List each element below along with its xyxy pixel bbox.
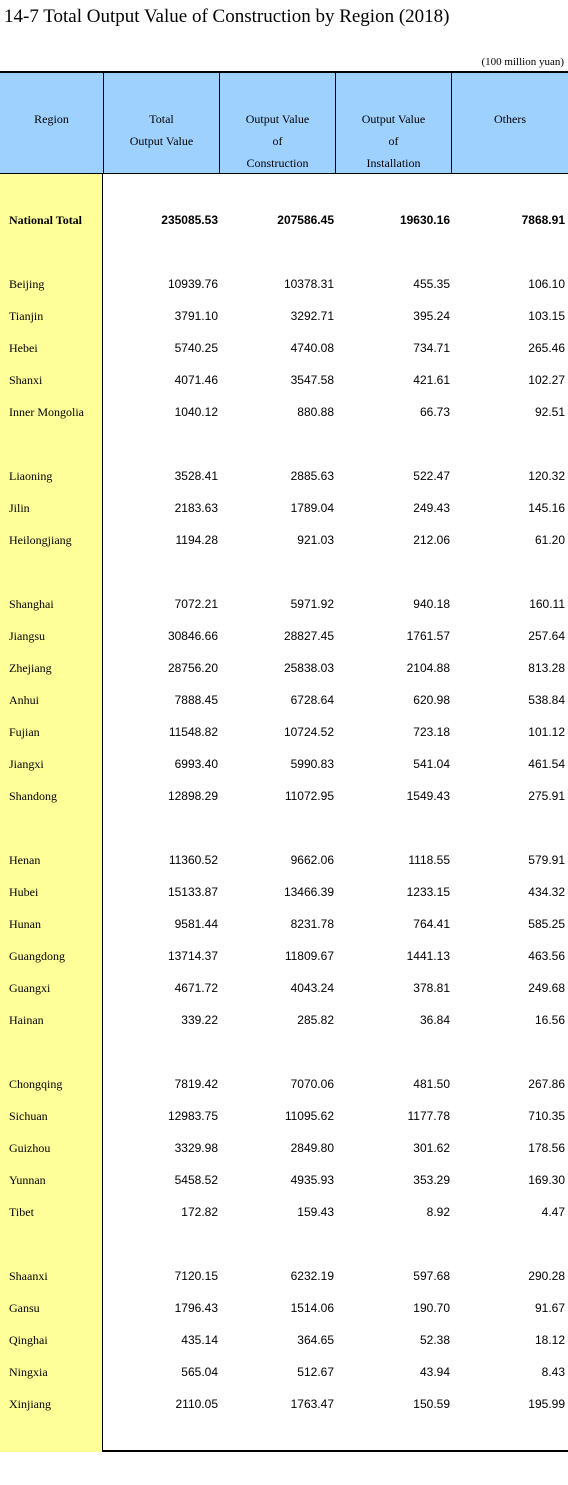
total-cell: 3329.98 — [174, 1141, 218, 1155]
region-cell: Fujian — [9, 725, 40, 739]
construction-cell: 2849.80 — [290, 1141, 334, 1155]
construction-cell: 4043.24 — [290, 981, 334, 995]
table-row — [0, 595, 568, 615]
others-cell: 169.30 — [528, 1173, 565, 1187]
region-cell: Hubei — [9, 885, 39, 899]
region-cell: Shanghai — [9, 597, 54, 611]
others-cell: 434.32 — [528, 885, 565, 899]
region-cell: Shaanxi — [9, 1269, 48, 1283]
installation-cell: 764.41 — [413, 917, 450, 931]
installation-cell: 66.73 — [419, 405, 450, 419]
table-row — [0, 1363, 568, 1383]
construction-cell: 10724.52 — [283, 725, 334, 739]
table-row — [0, 851, 568, 871]
others-cell: 160.11 — [529, 597, 565, 611]
installation-cell: 8.92 — [426, 1205, 450, 1219]
construction-cell: 4935.93 — [290, 1173, 334, 1187]
region-cell: Anhui — [9, 693, 39, 707]
total-cell: 7819.42 — [174, 1077, 218, 1091]
table-row — [0, 627, 568, 647]
total-cell: 11548.82 — [168, 725, 218, 739]
region-cell: Ningxia — [9, 1365, 48, 1379]
table-row — [0, 787, 568, 807]
total-cell: 4671.72 — [174, 981, 218, 995]
others-cell: 585.25 — [528, 917, 565, 931]
construction-cell: 880.88 — [297, 405, 334, 419]
region-cell: Inner Mongolia — [9, 405, 84, 419]
unit-note: (100 million yuan) — [481, 56, 564, 68]
construction-cell: 159.43 — [297, 1205, 334, 1219]
region-cell: Liaoning — [9, 469, 53, 483]
total-cell: 5740.25 — [174, 341, 218, 355]
construction-cell: 9662.06 — [290, 853, 334, 867]
others-cell: 579.91 — [528, 853, 565, 867]
installation-cell: 353.29 — [413, 1173, 450, 1187]
construction-cell: 7070.06 — [290, 1077, 334, 1091]
installation-cell: 150.59 — [413, 1397, 450, 1411]
construction-cell: 5971.92 — [290, 597, 334, 611]
installation-cell: 301.62 — [413, 1141, 450, 1155]
construction-cell: 5990.83 — [290, 757, 334, 771]
installation-cell: 481.50 — [413, 1077, 450, 1091]
installation-cell: 455.35 — [413, 277, 450, 291]
others-cell: 91.67 — [534, 1301, 565, 1315]
others-cell: 290.28 — [528, 1269, 565, 1283]
table-row — [0, 531, 568, 551]
data-table — [0, 71, 568, 1452]
region-cell: Henan — [9, 853, 41, 867]
others-cell: 813.28 — [528, 661, 565, 675]
installation-cell: 734.71 — [413, 341, 450, 355]
header-region — [0, 73, 103, 173]
table-row — [0, 371, 568, 391]
region-cell: Shanxi — [9, 373, 43, 387]
total-cell: 12983.75 — [167, 1109, 218, 1123]
table-row — [0, 1011, 568, 1031]
others-cell: 195.99 — [528, 1397, 565, 1411]
others-cell: 463.56 — [528, 949, 565, 963]
installation-cell: 190.70 — [413, 1301, 450, 1315]
total-cell: 3528.41 — [174, 469, 218, 483]
total-cell: 3791.10 — [174, 309, 218, 323]
installation-cell: 378.81 — [413, 981, 450, 995]
table-row — [0, 275, 568, 295]
others-cell: 265.46 — [528, 341, 565, 355]
others-cell: 710.35 — [528, 1109, 565, 1123]
total-cell: 1796.43 — [174, 1301, 218, 1315]
installation-cell: 620.98 — [413, 693, 450, 707]
others-cell: 267.86 — [528, 1077, 565, 1091]
region-cell: Xinjiang — [9, 1397, 51, 1411]
header-construction-line3: Construction — [246, 156, 309, 170]
region-cell: Hebei — [9, 341, 38, 355]
region-cell: Jiangsu — [9, 629, 45, 643]
table-row — [0, 755, 568, 775]
total-cell: 5458.52 — [174, 1173, 218, 1187]
construction-cell: 25838.03 — [283, 661, 334, 675]
header-others-label: Others — [494, 112, 526, 126]
table-row — [0, 915, 568, 935]
others-cell: 178.56 — [528, 1141, 565, 1155]
construction-cell: 3292.71 — [290, 309, 334, 323]
construction-cell: 10378.31 — [283, 277, 334, 291]
total-cell: 10939.76 — [167, 277, 218, 291]
total-cell: 235085.53 — [161, 213, 218, 227]
header-installation — [335, 73, 451, 173]
region-cell: Gansu — [9, 1301, 40, 1315]
installation-cell: 1118.55 — [408, 853, 450, 867]
installation-cell: 522.47 — [413, 469, 450, 483]
total-cell: 28756.20 — [167, 661, 218, 675]
construction-cell: 11809.67 — [284, 949, 334, 963]
installation-cell: 249.43 — [413, 501, 450, 515]
table-row — [0, 1331, 568, 1351]
region-cell: Hunan — [9, 917, 41, 931]
table-row — [0, 1203, 568, 1223]
table-row — [0, 1075, 568, 1095]
others-cell: 145.16 — [528, 501, 565, 515]
others-cell: 120.32 — [528, 469, 565, 483]
installation-cell: 2104.88 — [406, 661, 450, 675]
installation-cell: 597.68 — [413, 1269, 450, 1283]
others-cell: 103.15 — [528, 309, 565, 323]
total-cell: 12898.29 — [167, 789, 218, 803]
total-cell: 2110.05 — [175, 1397, 218, 1411]
table-row — [0, 659, 568, 679]
total-cell: 565.04 — [181, 1365, 218, 1379]
header-construction — [219, 73, 335, 173]
table-row — [0, 1139, 568, 1159]
construction-cell: 8231.78 — [290, 917, 334, 931]
others-cell: 18.12 — [534, 1333, 565, 1347]
installation-cell: 723.18 — [413, 725, 450, 739]
region-cell: Zhejiang — [9, 661, 52, 675]
region-cell: Yunnan — [9, 1173, 46, 1187]
total-cell: 6993.40 — [174, 757, 218, 771]
construction-cell: 28827.45 — [283, 629, 334, 643]
table-row — [0, 1107, 568, 1127]
others-cell: 7868.91 — [521, 213, 565, 227]
others-cell: 249.68 — [528, 981, 565, 995]
header-construction-line2: of — [272, 134, 283, 148]
total-cell: 172.82 — [181, 1205, 218, 1219]
total-cell: 13714.37 — [167, 949, 218, 963]
installation-cell: 940.18 — [413, 597, 450, 611]
installation-cell: 421.61 — [413, 373, 450, 387]
region-cell: National Total — [9, 213, 83, 227]
construction-cell: 364.65 — [297, 1333, 334, 1347]
header-others — [451, 73, 568, 173]
others-cell: 106.10 — [528, 277, 565, 291]
installation-cell: 1233.15 — [406, 885, 450, 899]
construction-cell: 207586.45 — [277, 213, 334, 227]
construction-cell: 6232.19 — [290, 1269, 334, 1283]
header-total-line1: Total — [149, 112, 174, 126]
total-cell: 11360.52 — [168, 853, 218, 867]
region-cell: Qinghai — [9, 1333, 48, 1347]
region-cell: Chongqing — [9, 1077, 63, 1091]
construction-cell: 2885.63 — [290, 469, 334, 483]
total-cell: 15133.87 — [167, 885, 218, 899]
installation-cell: 212.06 — [413, 533, 450, 547]
table-header — [0, 73, 568, 174]
construction-cell: 1789.04 — [290, 501, 334, 515]
table-row — [0, 1299, 568, 1319]
table-row — [0, 691, 568, 711]
installation-cell: 52.38 — [419, 1333, 450, 1347]
table-row — [0, 979, 568, 999]
table-row — [0, 883, 568, 903]
region-cell: Hainan — [9, 1013, 44, 1027]
installation-cell: 541.04 — [413, 757, 450, 771]
header-total-line2: Output Value — [129, 134, 194, 148]
table-row — [0, 211, 568, 231]
table-row — [0, 467, 568, 487]
installation-cell: 19630.16 — [399, 213, 450, 227]
construction-cell: 285.82 — [297, 1013, 334, 1027]
region-cell: Beijing — [9, 277, 45, 291]
total-cell: 4071.46 — [174, 373, 218, 387]
table-row — [0, 723, 568, 743]
table-row — [0, 499, 568, 519]
construction-cell: 4740.08 — [290, 341, 334, 355]
table-row — [0, 307, 568, 327]
installation-cell: 395.24 — [413, 309, 450, 323]
total-cell: 30846.66 — [167, 629, 218, 643]
page-title: 14-7 Total Output Value of Construction by Region (2018) — [4, 6, 450, 27]
region-cell: Sichuan — [9, 1109, 48, 1123]
header-region-label: Region — [34, 112, 69, 126]
construction-cell: 3547.58 — [290, 373, 334, 387]
region-cell: Jilin — [9, 501, 30, 515]
others-cell: 275.91 — [528, 789, 565, 803]
total-cell: 1194.28 — [175, 533, 218, 547]
others-cell: 8.43 — [541, 1365, 565, 1379]
construction-cell: 1763.47 — [290, 1397, 334, 1411]
region-cell: Guangxi — [9, 981, 51, 995]
region-cell: Guangdong — [9, 949, 65, 963]
installation-cell: 1549.43 — [406, 789, 450, 803]
region-cell: Tibet — [9, 1205, 34, 1219]
construction-cell: 1514.06 — [290, 1301, 334, 1315]
others-cell: 4.47 — [541, 1205, 565, 1219]
others-cell: 538.84 — [528, 693, 565, 707]
region-cell: Shandong — [9, 789, 57, 803]
construction-cell: 11072.95 — [284, 789, 334, 803]
others-cell: 102.27 — [528, 373, 565, 387]
others-cell: 16.56 — [534, 1013, 565, 1027]
header-construction-line1: Output Value — [245, 112, 310, 126]
construction-cell: 11095.62 — [284, 1109, 334, 1123]
others-cell: 92.51 — [534, 405, 565, 419]
others-cell: 461.54 — [528, 757, 565, 771]
table-row — [0, 947, 568, 967]
total-cell: 435.14 — [181, 1333, 218, 1347]
total-cell: 9581.44 — [174, 917, 218, 931]
region-cell: Tianjin — [9, 309, 44, 323]
construction-cell: 512.67 — [297, 1365, 334, 1379]
total-cell: 339.22 — [181, 1013, 218, 1027]
construction-cell: 921.03 — [297, 533, 334, 547]
total-cell: 2183.63 — [174, 501, 218, 515]
table-row — [0, 1171, 568, 1191]
installation-cell: 43.94 — [419, 1365, 450, 1379]
construction-cell: 13466.39 — [283, 885, 334, 899]
total-cell: 7120.15 — [174, 1269, 218, 1283]
table-row — [0, 1395, 568, 1415]
construction-cell: 6728.64 — [290, 693, 334, 707]
table-row — [0, 339, 568, 359]
installation-cell: 1761.57 — [406, 629, 450, 643]
header-installation-line2: of — [388, 134, 399, 148]
others-cell: 101.12 — [528, 725, 565, 739]
others-cell: 61.20 — [534, 533, 565, 547]
installation-cell: 1441.13 — [406, 949, 450, 963]
header-total — [103, 73, 219, 173]
region-cell: Heilongjiang — [9, 533, 72, 547]
region-cell: Guizhou — [9, 1141, 51, 1155]
installation-cell: 36.84 — [419, 1013, 450, 1027]
installation-cell: 1177.78 — [407, 1109, 450, 1123]
total-cell: 7072.21 — [174, 597, 218, 611]
total-cell: 7888.45 — [174, 693, 218, 707]
others-cell: 257.64 — [528, 629, 565, 643]
table-row — [0, 1267, 568, 1287]
table-row — [0, 403, 568, 423]
header-installation-line3: Installation — [366, 156, 421, 170]
region-cell: Jiangxi — [9, 757, 44, 771]
header-installation-line1: Output Value — [361, 112, 426, 126]
total-cell: 1040.12 — [174, 405, 218, 419]
region-column-band — [0, 174, 103, 1452]
